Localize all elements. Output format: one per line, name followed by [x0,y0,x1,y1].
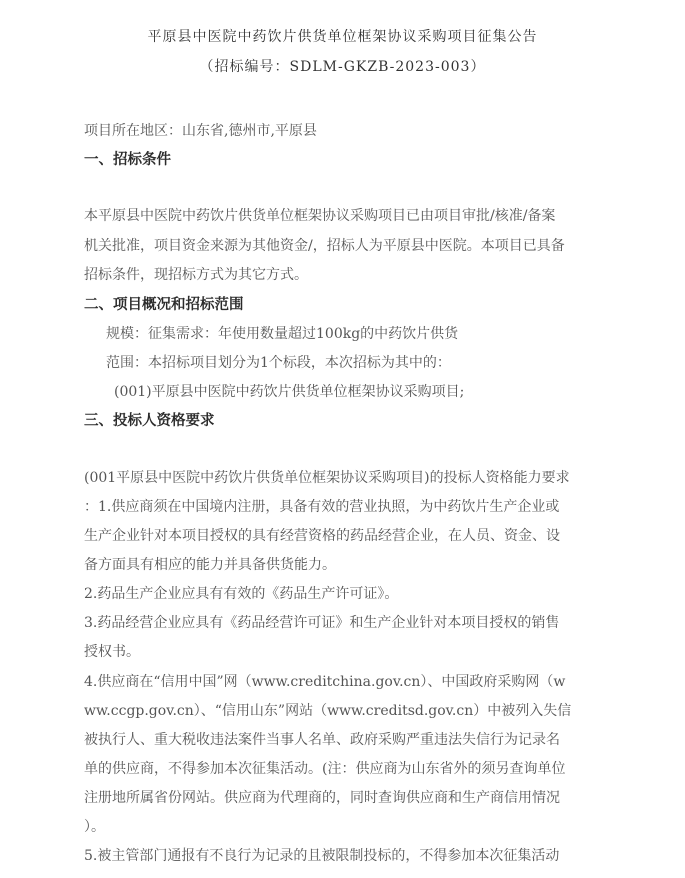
tender-number: （招标编号：SDLM-GKZB-2023-003） [199,59,486,75]
section-heading-1: 一、招标条件 [84,152,171,168]
paragraph-line: 备方面具有相应的能力并具备供货能力。 [84,557,336,573]
project-region: 项目所在地区：山东省,德州市,平原县 [84,123,317,139]
paragraph-line: 授权书。 [84,644,140,660]
lot-item: (001)平原县中医院中药饮片供货单位框架协议采购项目; [114,384,465,400]
paragraph-line: 被执行人、重大税收违法案件当事人名单、政府采购严重违法失信行为记录名 [84,732,560,748]
paragraph-line: ：1.供应商须在中国境内注册，具备有效的营业执照，为中药饮片生产企业或 [84,499,560,515]
paragraph-line: 单的供应商，不得参加本次征集活动。(注：供应商为山东省外的须另查询单位 [84,761,566,777]
paragraph-line: 注册地所属省份网站。供应商为代理商的，同时查询供应商和生产商信用情况 [84,790,560,806]
paragraph-line: (001平原县中医院中药饮片供货单位框架协议采购项目)的投标人资格能力要求 [84,470,570,486]
document-title: 平原县中医院中药饮片供货单位框架协议采购项目征集公告 [147,29,538,45]
paragraph-line: 本平原县中医院中药饮片供货单位框架协议采购项目已由项目审批/核准/备案 [84,208,556,224]
paragraph-line: ww.ccgp.gov.cn）、“信用山东”网站（www.creditsd.gov.cn）中被列入失信 [84,703,572,719]
requirement-item-4: 4.供应商在“信用中国”网（www.creditchina.gov.cn）、中国政府采购网（w [84,674,566,690]
section-heading-3: 三、投标人资格要求 [84,413,215,429]
paragraph-line: 机关批准，项目资金来源为其他资金/，招标人为平原县中医院。本项目已具备 [84,238,565,254]
paragraph-line: 招标条件，现招标方式为其它方式。 [84,267,308,283]
project-scope: 范围：本招标项目划分为1个标段，本次招标为其中的： [106,355,451,371]
requirement-item-3: 3.药品经营企业应具有《药品经营许可证》和生产企业针对本项目授权的销售 [84,615,560,631]
paragraph-line: 生产企业针对本项目授权的具有经营资格的药品经营企业，在人员、资金、设 [84,528,560,544]
section-heading-2: 二、项目概况和招标范围 [84,297,244,313]
paragraph-line: ）。 [84,819,105,835]
project-scale: 规模：征集需求：年使用数量超过100kg的中药饮片供货 [106,326,459,342]
requirement-item-2: 2.药品生产企业应具有有效的《药品生产许可证》。 [84,586,399,602]
requirement-item-5: 5.被主管部门通报有不良行为记录的且被限制投标的，不得参加本次征集活动 [84,848,560,864]
